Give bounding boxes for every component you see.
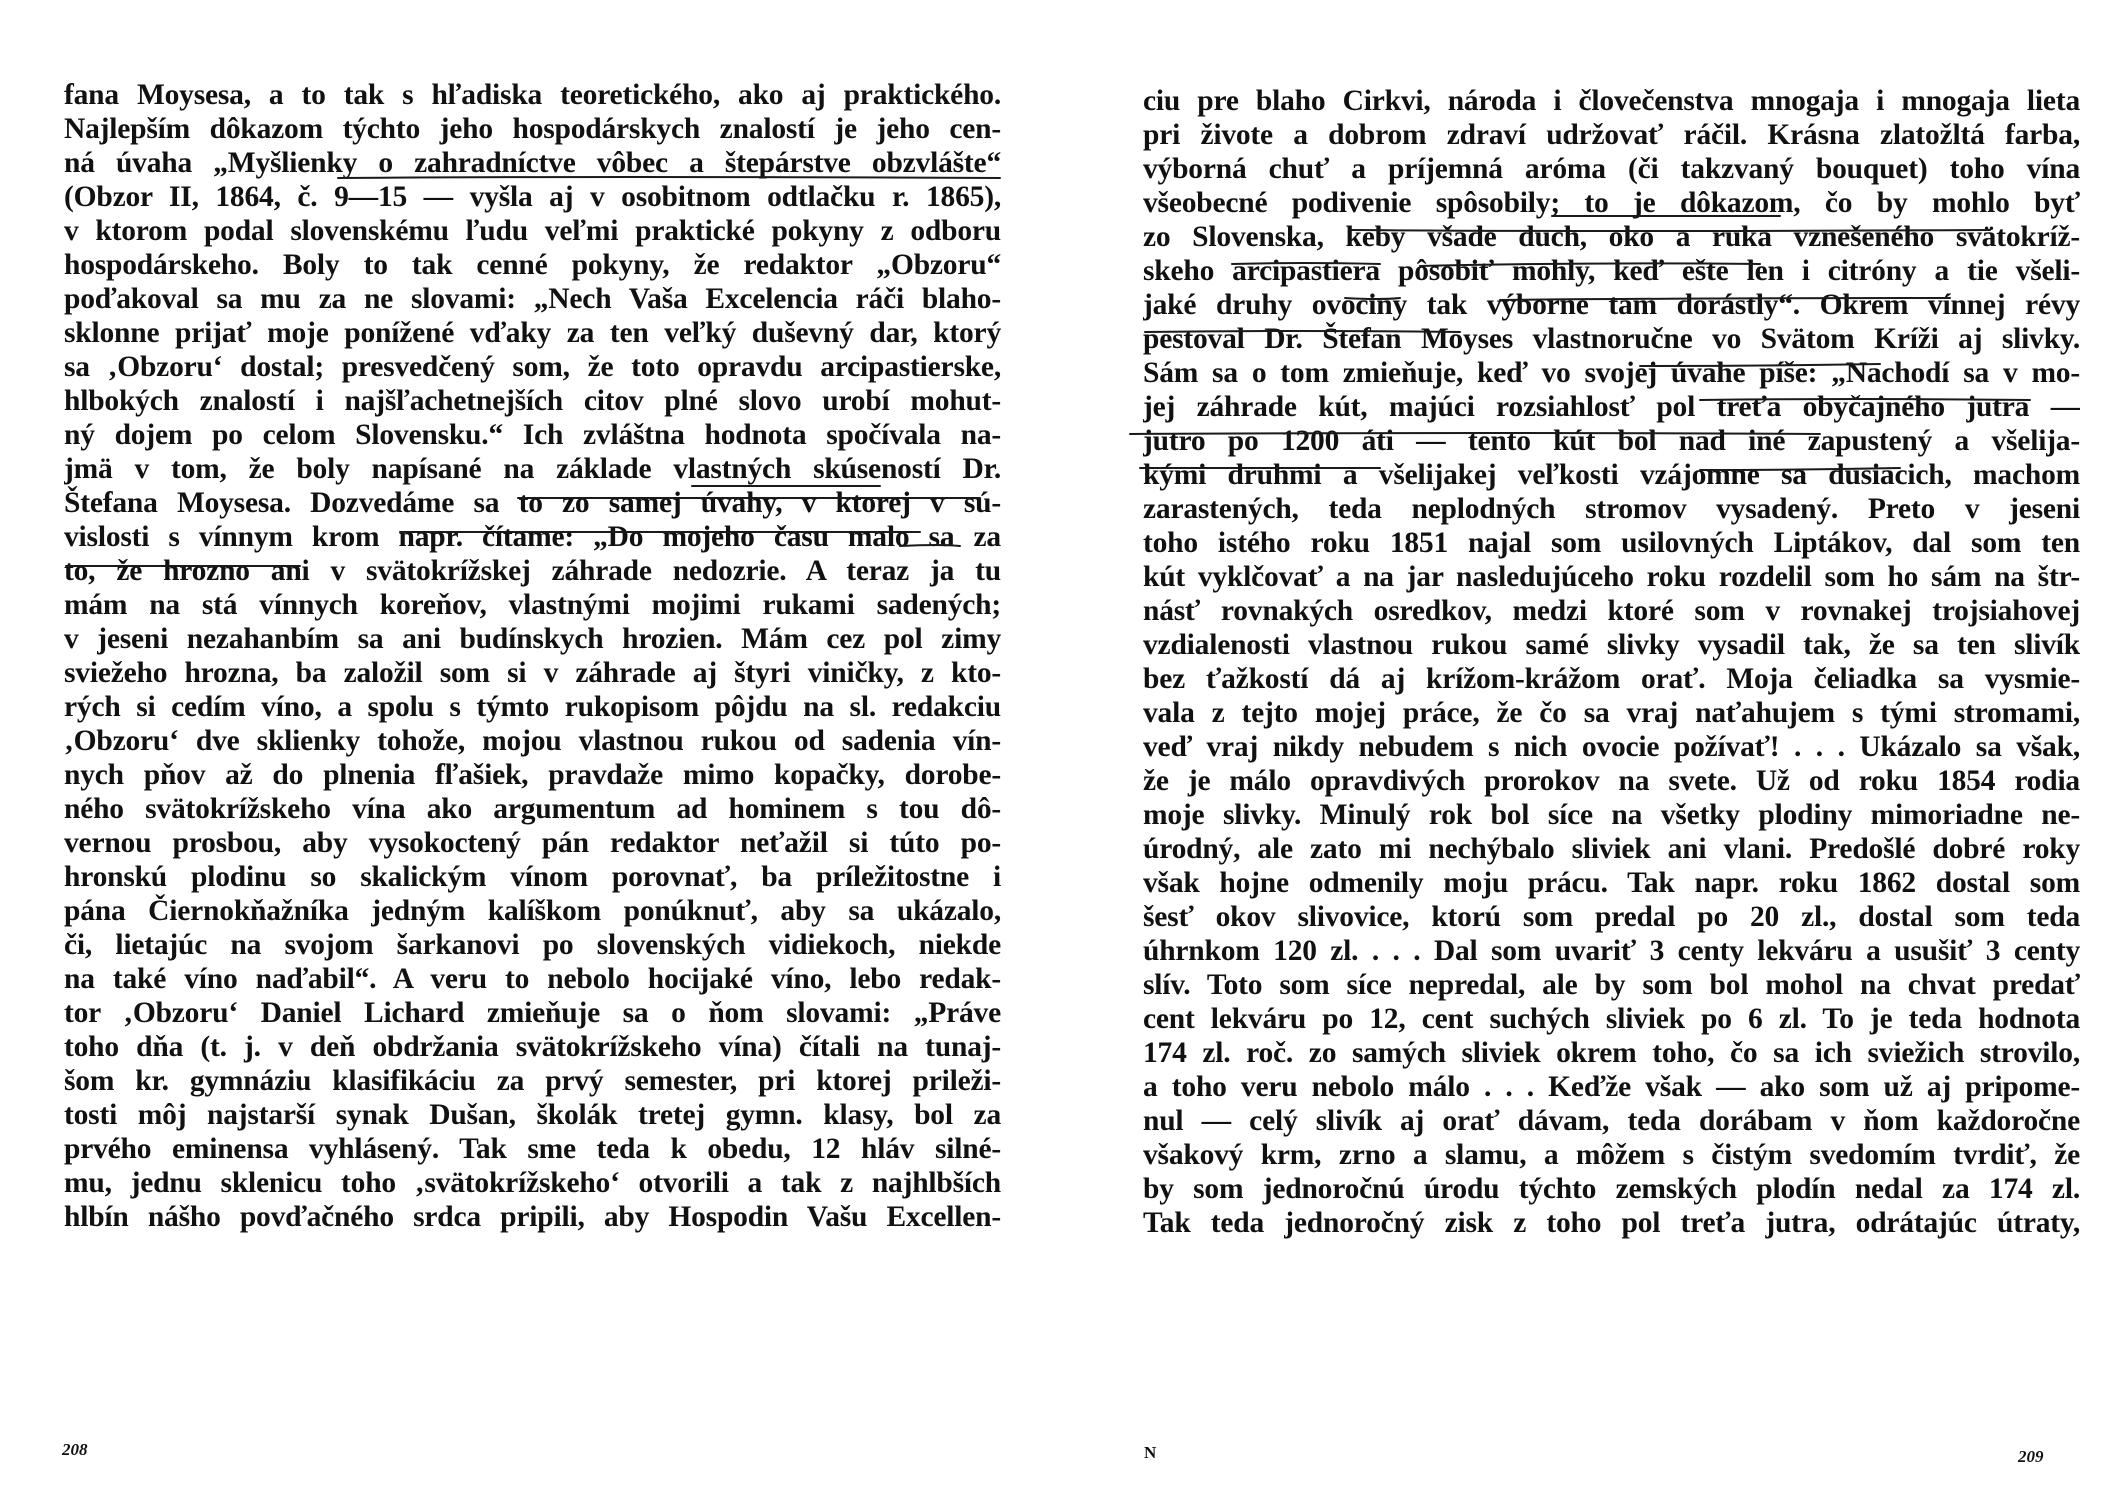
text-line: na také víno naďabil“. A veru to nebolo hocijaké víno, lebo redak- bbox=[64, 963, 1001, 995]
text-line: Sám sa o tom zmieňuje, keď vo svojej úvahe píše: „Nachodí sa v mo- bbox=[1143, 357, 2080, 389]
text-line: bez ťažkostí dá aj krížom-krážom orať. Moja čeliadka sa vysmie- bbox=[1143, 663, 2080, 695]
text-line: pána Čiernokňažníka jedným kalíškom ponúknuť, aby sa ukázalo, bbox=[64, 895, 1001, 927]
text-line: ciu pre blaho Cirkvi, národa i človečenstva mnogaja i mnogaja lieta bbox=[1143, 85, 2080, 117]
text-line: všeobecné podivenie spôsobily; to je dôkazom, čo by mohlo byť bbox=[1143, 187, 2080, 219]
text-line: Tak teda jednoročný zisk z toho pol treťa jutra, odrátajúc útraty, bbox=[1143, 1207, 2080, 1239]
text-line: však hojne odmenily moju prácu. Tak napr. roku 1862 dostal som bbox=[1143, 867, 2080, 899]
text-line: všakový krm, zrno a slamu, a môžem s čistým svedomím tvrdiť, že bbox=[1143, 1139, 2080, 1171]
text-line: pestoval Dr. Štefan Moyses vlastnoručne vo Svätom Kríži aj slivky. bbox=[1143, 323, 2080, 355]
text-line: (Obzor II, 1864, č. 9—15 — vyšla aj v osobitnom odtlačku r. 1865), bbox=[64, 181, 1001, 213]
text-line: to, že hrozno ani v svätokrížskej záhrade nedozrie. A teraz ja tu bbox=[64, 555, 1001, 587]
text-line: Štefana Moysesa. Dozvedáme sa to zo samej úvahy, v ktorej v sú- bbox=[64, 487, 1001, 519]
text-line: jej záhrade kút, majúci rozsiahlosť pol treťa obyčajného jutra — bbox=[1143, 391, 2080, 423]
text-line: 174 zl. roč. zo samých sliviek okrem toho, čo sa ich sviežich strovilo, bbox=[1143, 1037, 2080, 1069]
text-line: že je málo opravdivých prorokov na svete. Už od roku 1854 rodia bbox=[1143, 765, 2080, 797]
text-line: moje slivky. Minulý rok bol síce na všetky plodiny mimoriadne ne- bbox=[1143, 799, 2080, 831]
text-line: tor ‚Obzoru‘ Daniel Lichard zmieňuje sa o ňom slovami: „Práve bbox=[64, 997, 1001, 1029]
text-line: poďakoval sa mu za ne slovami: „Nech Vaša Excelencia ráči blaho- bbox=[64, 283, 1001, 315]
page-number-left: 208 bbox=[62, 1440, 88, 1459]
text-line: zarastených, teda neplodných stromov vysadený. Preto v jeseni bbox=[1143, 493, 2080, 525]
text-line: fana Moysesa, a to tak s hľadiska teoretického, ako aj praktického. bbox=[64, 79, 1001, 111]
text-line: šom kr. gymnáziu klasifikáciu za prvý semester, pri ktorej prileži- bbox=[64, 1065, 1001, 1097]
text-line: v ktorom podal slovenskému ľudu veľmi praktické pokyny z odboru bbox=[64, 215, 1001, 247]
text-line: šesť okov slivovice, ktorú som predal po 20 zl., dostal som teda bbox=[1143, 901, 2080, 933]
page-number-right: 209 bbox=[2018, 1447, 2044, 1466]
text-line: prvého eminensa vyhlásený. Tak sme teda k obedu, 12 hláv silné- bbox=[64, 1133, 1001, 1165]
text-line: veď vraj nikdy nebudem s nich ovocie požívať! . . . Ukázalo sa však, bbox=[1143, 731, 2080, 763]
left-page-text bbox=[64, 78, 1001, 1234]
text-line: mu, jednu sklenicu toho ‚svätokrížskeho‘ otvorili a tak z najhlbších bbox=[64, 1167, 1001, 1199]
text-line: tosti môj najstarší synak Dušan, školák tretej gymn. klasy, bol za bbox=[64, 1099, 1001, 1131]
text-line: či, lietajúc na svojom šarkanovi po slovenských vidiekoch, niekde bbox=[64, 929, 1001, 961]
text-line: hospodárskeho. Boly to tak cenné pokyny, že redaktor „Obzoru“ bbox=[64, 249, 1001, 281]
text-line: v jeseni nezahanbím sa ani budínskych hrozien. Mám cez pol zimy bbox=[64, 623, 1001, 655]
text-line: kút vyklčovať a na jar nasledujúceho roku rozdelil som ho sám na štr- bbox=[1143, 561, 2080, 593]
text-line: hlbín nášho povďačného srdca pripili, aby Hospodin Vašu Excellen- bbox=[64, 1201, 1001, 1233]
text-line: skeho arcipastiera pôsobiť mohly, keď ešte len i citróny a tie všeli- bbox=[1143, 255, 2080, 287]
text-line: rých si cedím víno, a spolu s týmto rukopisom pôjdu na sl. redakciu bbox=[64, 691, 1001, 723]
text-line: hronskú plodinu so skalickým vínom porovnať, ba príležitostne i bbox=[64, 861, 1001, 893]
text-line: vzdialenosti vlastnou rukou samé slivky vysadil tak, že sa ten slivík bbox=[1143, 629, 2080, 661]
text-line: jutro po 1200 áti — tento kút bol nad iné zapustený a všelija- bbox=[1143, 425, 2080, 457]
text-line: toho istého roku 1851 najal som usilovných Liptákov, dal som ten bbox=[1143, 527, 2080, 559]
text-line: Najlepším dôkazom týchto jeho hospodárskych znalostí je jeho cen- bbox=[64, 113, 1001, 145]
text-line: ného svätokrížskeho vína ako argumentum ad hominem s tou dô- bbox=[64, 793, 1001, 825]
text-line: a toho veru nebolo málo . . . Keďže však — ako som už aj pripome- bbox=[1143, 1071, 2080, 1103]
text-line: toho dňa (t. j. v deň obdržania svätokrížskeho vína) čítali na tunaj- bbox=[64, 1031, 1001, 1063]
right-page bbox=[1053, 0, 2106, 1500]
text-line: sviežeho hrozna, ba založil som si v záhrade aj štyri viničky, z kto- bbox=[64, 657, 1001, 689]
text-line: mám na stá vínnych koreňov, vlastnými mojimi rukami sadených; bbox=[64, 589, 1001, 621]
text-line: by som jednoročnú úrodu týchto zemských plodín nedal za 174 zl. bbox=[1143, 1173, 2080, 1205]
text-line: pri živote a dobrom zdraví udržovať ráčil. Krásna zlatožltá farba, bbox=[1143, 119, 2080, 151]
text-line: vernou prosbou, aby vysokoctený pán redaktor neťažil si túto po- bbox=[64, 827, 1001, 859]
text-line: ná úvaha „Myšlienky o zahradníctve vôbec a štepárstve obzvlášte“ bbox=[64, 147, 1001, 179]
text-line: jmä v tom, že boly napísané na základe vlastných skúseností Dr. bbox=[64, 453, 1001, 485]
text-line: zo Slovenska, keby všade duch, oko a ruka vznešeného svätokríž- bbox=[1143, 221, 2080, 253]
right-page-text bbox=[1143, 84, 2080, 1240]
text-line: násť rovnakých osredkov, medzi ktoré som v rovnakej trojsiahovej bbox=[1143, 595, 2080, 627]
text-line: úrodný, ale zato mi nechýbalo sliviek ani vlani. Predošlé dobré roky bbox=[1143, 833, 2080, 865]
text-line: nych pňov až do plnenia fľašiek, pravdaže mimo kopačky, dorobe- bbox=[64, 759, 1001, 791]
text-line: výborná chuť a príjemná aróma (či takzvaný bouquet) toho vína bbox=[1143, 153, 2080, 185]
text-line: vala z tejto mojej práce, že čo sa vraj naťahujem s tými stromami, bbox=[1143, 697, 2080, 729]
text-line: úhrnkom 120 zl. . . . Dal som uvariť 3 centy lekváru a usušiť 3 centy bbox=[1143, 935, 2080, 967]
text-line: ‚Obzoru‘ dve sklienky tohože, mojou vlastnou rukou od sadenia vín- bbox=[64, 725, 1001, 757]
signature-mark: N bbox=[1144, 1443, 1157, 1462]
text-line: sklonne prijať moje ponížené vďaky za ten veľký duševný dar, ktorý bbox=[64, 317, 1001, 349]
text-line: hlbokých znalostí i najšľachetnejších citov plné slovo urobí mohut- bbox=[64, 385, 1001, 417]
text-line: cent lekváru po 12, cent suchých sliviek po 6 zl. To je teda hodnota bbox=[1143, 1003, 2080, 1035]
text-line: sa ‚Obzoru‘ dostal; presvedčený som, že toto opravdu arcipastierske, bbox=[64, 351, 1001, 383]
text-line: nul — celý slivík aj orať dávam, teda dorábam v ňom každoročne bbox=[1143, 1105, 2080, 1137]
text-line: kými druhmi a všelijakej veľkosti vzájomne sa dusiacich, machom bbox=[1143, 459, 2080, 491]
text-line: vislosti s vínnym krom napr. čítame: „Do mojeho času malo sa za bbox=[64, 521, 1001, 553]
text-line: slív. Toto som síce nepredal, ale by som bol mohol na chvat predať bbox=[1143, 969, 2080, 1001]
text-line: ný dojem po celom Slovensku.“ Ich zvláštna hodnota spočívala na- bbox=[64, 419, 1001, 451]
text-line: jaké druhy ovociny tak výborne tam dorástly“. Okrem vínnej révy bbox=[1143, 289, 2080, 321]
